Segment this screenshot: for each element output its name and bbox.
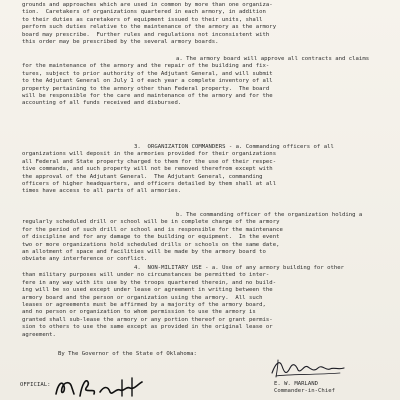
text-line: to their duties as caretakers of equipment issued to their units, shall [22,16,263,23]
text-line: board may prescribe. Further rules and regulations not inconsistent with [22,31,270,38]
text-line: leases or agreements must be affirmed by a majority of the armory board, [22,302,266,309]
text-line: the approval of the Adjutant General. The Adjutant General, commanding [22,173,263,180]
text-line: tion. Caretakers of organizations quartered in each armory, in addition [22,9,266,16]
text-line: grounds and approaches which are used in common by more than one organiza- [22,2,273,8]
text-line: 4. NON-MILITARY USE - a. Use of any armory building for other [134,265,345,271]
text-line: an allotment of space and facilities will be made by the armory board to [22,249,266,256]
text-line: obviate any interference or conflict. [22,256,148,263]
text-line: organizations will deposit in the armories provided for their organizations [22,151,277,158]
text-line: accounting of all funds received and disbursed. [22,100,182,107]
official-handwritten-signature [52,374,152,400]
text-line: all Federal and State property charged to them for the use of their respec- [22,158,277,165]
text-line: tures, subject to prior authority of the Adjutant General, and will submit [22,70,273,77]
text-line: for the period of such drill or school and is responsible for the maintenance [22,226,283,233]
text-line: ing will be so used except under lease or agreement in writing between the [22,287,273,294]
text-line: of discipline and for any damage to the building or equipment. In the event [22,234,280,241]
paragraph-commanding-officer-b [22,212,384,264]
text-line: to the Adjutant General on July 1 of each year a complete inventory of all [22,78,273,85]
text-line: this order may be prescribed by the several armory boards. [22,39,219,46]
text-line: sion to others to use the same except as provided in the original lease or [22,324,273,331]
text-line: 3. ORGANIZATION COMMANDERS - a. Commanding officers of all [134,144,334,150]
handwritten-signature [268,356,348,380]
text-line: fere in any way with its use by the troops quartered therein, and no build- [22,279,277,286]
governor-line: By The Governor of the State of Oklahoma: [58,351,197,357]
text-line: agreement. [22,331,56,338]
text-line: b. The commanding officer of the organization holding a [176,212,363,218]
text-line: armory board and the person or organization using the armory. All such [22,294,263,301]
paragraph-organization-commanders [22,144,384,196]
signer-title: Commander-in-Chief [274,388,335,394]
text-line: a. The armory board will approve all contracts and claims [176,56,370,62]
official-label: OFFICIAL: [20,382,51,388]
text-line: perform such duties relative to the maintenance of the armory as the armory [22,24,277,31]
text-line: for the maintenance of the armory and the repair of the building and fix- [22,63,270,70]
text-line: property pertaining to the armory other than Federal property. The board [22,85,270,92]
text-line: two or more organizations hold scheduled drills or schools on the same date, [22,241,280,248]
text-line: will be responsible for the care and maintenance of the armory and for the [22,93,273,100]
text-line: and no person or organization to whom permission to use the armory is [22,309,256,316]
signature-block [238,356,378,400]
signer-name: E. W. MARLAND [274,381,319,387]
text-line: officers of higher headquarters, and officers detailed by them shall at all [22,181,277,188]
text-line: tive commands, and such property will not be removed therefrom except with [22,166,273,173]
text-line: times have access to all parts of all armories. [22,188,182,195]
paragraph-continuation [22,2,384,46]
paragraph-non-military-use [22,265,384,339]
text-line: regularly scheduled drill or school will be in complete charge of the armory [22,219,280,226]
text-line: than military purposes will under no circumstances be permitted to inter- [22,272,270,279]
paragraph-armory-board-a [22,56,384,108]
text-line: granted shall sub-lease the armory or any portion thereof or grant permis- [22,316,273,323]
